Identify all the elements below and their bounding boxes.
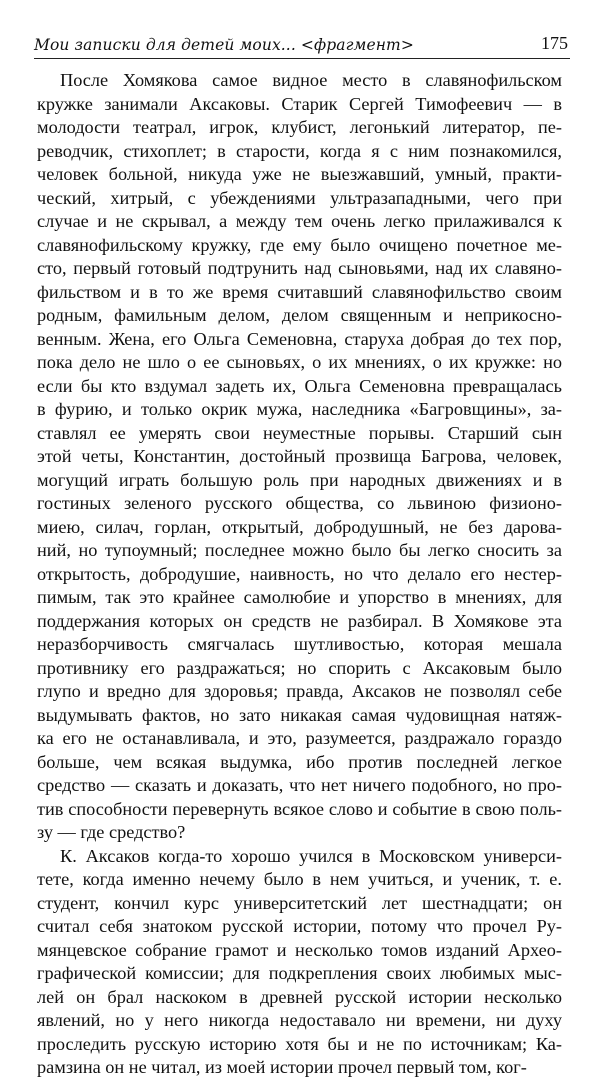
text-line: зу — где средство?	[37, 822, 186, 842]
text-line: гостиных зеленого русского общества, со львиною физионо-	[37, 493, 562, 513]
text-line: миею, силач, горлан, открытый, добродушный, не без дарова-	[37, 516, 562, 537]
text-line: выдумывать фактов, но зато никакая самая чудовищная натяж-	[37, 704, 562, 725]
text-line: После Хомякова самое видное место в славянофильском	[60, 70, 562, 90]
text-line: неразборчивость смягчалась шутливостью, которая мешала	[37, 634, 562, 654]
text-line: случае и не скрывал, а между тем очень легко прилаживался к	[37, 211, 562, 231]
text-line: глупо и вредно для здоровья; правда, Аксаков не позволял себе	[37, 681, 562, 701]
running-title: Мои записки для детей моих... <фрагмент>	[34, 36, 414, 54]
text-line: тете, когда именно нечему было в нем учиться, и ученик, т. е.	[37, 869, 562, 889]
text-line: этой четы, Константин, достойный прозвища Багрова, человек,	[37, 446, 562, 466]
text-line: венным. Жена, его Ольга Семеновна, старуха добрая до тех пор,	[37, 328, 562, 349]
text-line: поддержания которых он средств не разбирал. В Хомякове эта	[37, 610, 562, 631]
paragraph	[37, 845, 562, 1080]
text-line: открытость, добродушие, наивность, но что делало его нестер-	[37, 563, 562, 584]
text-line: сто, первый готовый подтрунить над сыновьями, над их славяно-	[37, 258, 562, 278]
text-line: тив способности перевернуть всякое слово и событие в свою поль-	[37, 798, 562, 819]
text-line: считал себя знатоком русской истории, потому что прочел Ру-	[37, 916, 562, 936]
text-line: средство — сказать и доказать, что нет ничего подобного, но про-	[37, 775, 562, 795]
text-line: человек больной, никуда уже не выезжавший, умный, практи-	[37, 164, 562, 184]
text-line: рамзина он не читал, из моей истории прочел первый том, ког-	[37, 1057, 527, 1077]
text-line: больше, чем всякая выдумка, ибо против последней легкое	[37, 751, 562, 772]
text-line: молодости театрал, игрок, клубист, легонький литератор, пе-	[37, 117, 562, 137]
text-line: ка его не останавливала, и это, разумеется, раздражало гораздо	[37, 728, 562, 748]
page-number: 175	[541, 33, 568, 53]
text-line: ставлял ее умерять свои неуместные порывы. Старший сын	[37, 422, 562, 443]
text-line: славянофильскому кружку, где ему было очищено почетное ме-	[37, 234, 562, 255]
text-line: родным, фамильным делом, делом священным и неприкосно-	[37, 305, 562, 325]
text-line: ний, но тупоумный; последнее можно было бы легко сносить за	[37, 540, 562, 560]
text-line: противнику его раздражаться; но спорить с Аксаковым было	[37, 657, 562, 678]
text-line: пимым, так это крайнее самолюбие и упорство в мнениях, для	[37, 587, 562, 607]
text-line: студент, кончил курс университетский лет шестнадцати; он	[37, 892, 562, 913]
text-line: лей он брал наскоком в древней русской истории несколько	[37, 986, 562, 1007]
body-text	[37, 69, 562, 1080]
text-line: явлений, но у него никогда недоставало ни времени, ни духу	[37, 1010, 562, 1030]
text-line: ческий, хитрый, с убеждениями ультразападными, чего при	[37, 187, 562, 208]
text-line: К. Аксаков когда-то хорошо учился в Московском универси-	[60, 845, 562, 866]
text-line: могущий играть большую роль при народных движениях и в	[37, 469, 562, 490]
running-header	[34, 32, 570, 59]
text-line: графической комиссии; для подкрепления своих любимых мыс-	[37, 963, 562, 983]
paragraph	[37, 69, 562, 845]
text-line: реводчик, стихоплет; в старости, когда я с ним познакомился,	[37, 140, 562, 161]
text-line: фильством и в то же время считавший славянофильство своим	[37, 281, 562, 302]
text-line: мянцевское собрание грамот и несколько томов изданий Архео-	[37, 939, 562, 960]
text-line: пока дело не шло о ее сыновьях, о их мнениях, о их кружке: но	[37, 352, 562, 372]
text-line: в фурию, и только окрик мужа, наследника «Багровщины», за-	[37, 399, 562, 419]
text-line: кружке занимали Аксаковы. Старик Сергей Тимофеевич — в	[37, 93, 562, 114]
text-line: проследить русскую историю хотя бы и не по источникам; Ка-	[37, 1033, 562, 1054]
text-line: если бы кто вздумал задеть их, Ольга Семеновна превращалась	[37, 375, 562, 396]
